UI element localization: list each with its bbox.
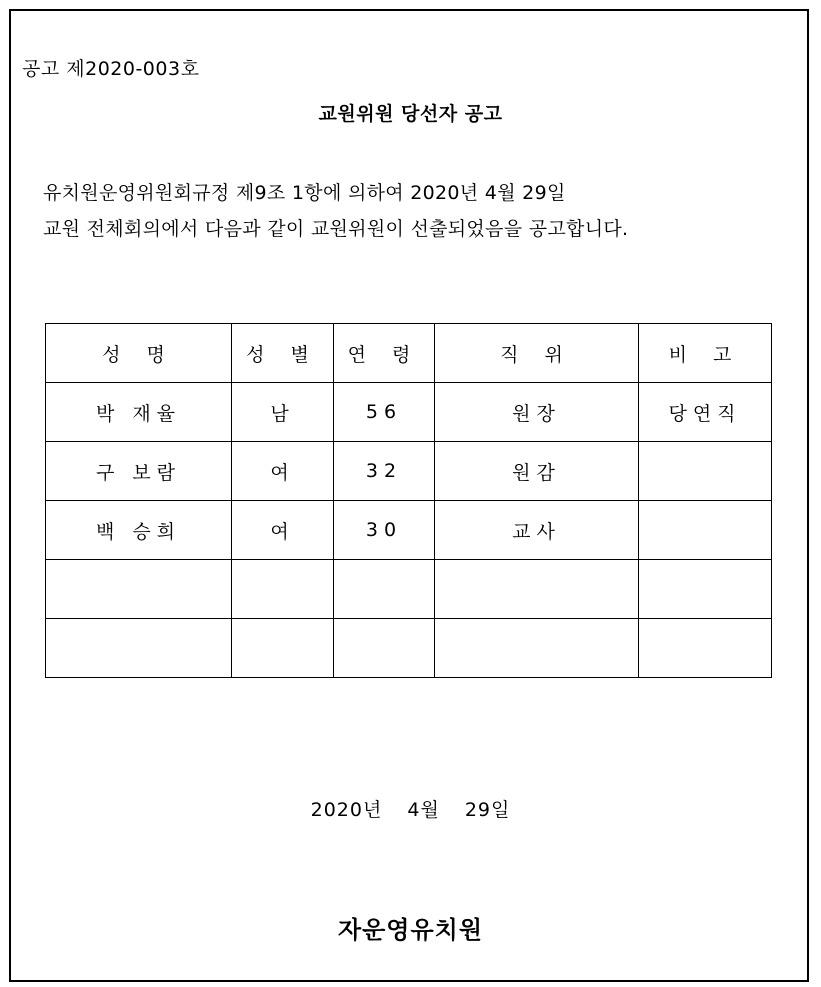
cell-remarks	[639, 560, 772, 619]
cell-position	[435, 560, 639, 619]
cell-age: 32	[334, 442, 435, 501]
cell-age: 56	[334, 383, 435, 442]
cell-position	[435, 619, 639, 678]
cell-remarks	[639, 442, 772, 501]
cell-gender	[232, 619, 334, 678]
header-age: 연 령	[334, 324, 435, 383]
table-row	[46, 501, 772, 560]
document-title: 교원위원 당선자 공고	[318, 103, 503, 125]
cell-gender	[232, 560, 334, 619]
cell-remarks	[639, 501, 772, 560]
body-text-line-1: 유치원운영위원회규정 제9조 1항에 의하여 2020년 4월 29일	[43, 182, 566, 204]
cell-name	[46, 560, 232, 619]
notice-date: 2020년 4월 29일	[310, 799, 511, 821]
table-row	[46, 442, 772, 501]
cell-age	[334, 619, 435, 678]
header-position: 직 위	[435, 324, 639, 383]
cell-position: 원장	[435, 383, 639, 442]
header-gender: 성 별	[232, 324, 334, 383]
table-header-row	[46, 324, 772, 383]
header-name: 성 명	[46, 324, 232, 383]
cell-gender: 여	[232, 442, 334, 501]
cell-remarks: 당연직	[639, 383, 772, 442]
table-row	[46, 619, 772, 678]
organization-name: 자운영유치원	[337, 916, 484, 944]
cell-remarks	[639, 619, 772, 678]
cell-age: 30	[334, 501, 435, 560]
cell-name: 구 보람	[46, 442, 232, 501]
cell-name	[46, 619, 232, 678]
cell-gender: 남	[232, 383, 334, 442]
table-row	[46, 383, 772, 442]
cell-position: 교사	[435, 501, 639, 560]
cell-name: 백 승희	[46, 501, 232, 560]
cell-name: 박 재율	[46, 383, 232, 442]
cell-age	[334, 560, 435, 619]
cell-position: 원감	[435, 442, 639, 501]
notice-number: 공고 제2020-003호	[22, 58, 200, 80]
cell-gender: 여	[232, 501, 334, 560]
header-remarks: 비 고	[639, 324, 772, 383]
committee-members-table	[45, 323, 772, 678]
body-text-line-2: 교원 전체회의에서 다음과 같이 교원위원이 선출되었음을 공고합니다.	[43, 218, 629, 240]
table-row	[46, 560, 772, 619]
